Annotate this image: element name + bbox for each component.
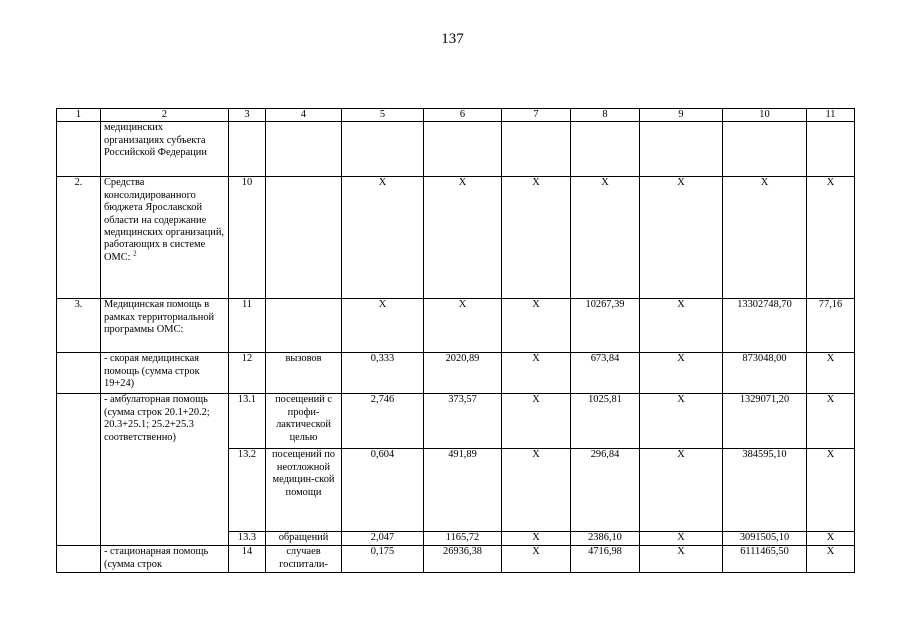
- cell-value: 3091505,10: [723, 532, 807, 546]
- row-label: Медицинская помощь в рамках территориальной программы ОМС:: [101, 299, 229, 353]
- table-row: [57, 299, 855, 353]
- header-cell: 5: [342, 109, 424, 122]
- cell-value: 4716,98: [571, 546, 640, 573]
- page-number: 137: [441, 31, 464, 47]
- cell-value: 0,604: [342, 449, 424, 532]
- cell-value: 873048,00: [723, 353, 807, 394]
- unit: обращений: [266, 532, 342, 546]
- line-code: 13.2: [229, 449, 266, 532]
- cell-value: Х: [424, 177, 502, 299]
- row-label: - стационарная помощь (сумма строк: [101, 546, 229, 573]
- cell-value: Х: [502, 177, 571, 299]
- table-row: [57, 394, 855, 449]
- unit: вызовов: [266, 353, 342, 394]
- cell-value: Х: [342, 299, 424, 353]
- header-cell: 9: [640, 109, 723, 122]
- header-cell: 2: [101, 109, 229, 122]
- line-code: 13.3: [229, 532, 266, 546]
- cell-value: 0,333: [342, 353, 424, 394]
- cell-value: Х: [640, 546, 723, 573]
- line-code: 11: [229, 299, 266, 353]
- table-row: [57, 177, 855, 299]
- line-code: 10: [229, 177, 266, 299]
- unit: [266, 177, 342, 299]
- cell-value: 2020,89: [424, 353, 502, 394]
- line-code: 12: [229, 353, 266, 394]
- header-cell: 7: [502, 109, 571, 122]
- cell-value: Х: [571, 177, 640, 299]
- column-number-row: [57, 109, 855, 122]
- cell-value: 77,16: [807, 299, 855, 353]
- cell-value: Х: [424, 299, 502, 353]
- unit: случаев госпитали-: [266, 546, 342, 573]
- cell-value: 2386,10: [571, 532, 640, 546]
- cell-value: 673,84: [571, 353, 640, 394]
- cell-value: Х: [807, 532, 855, 546]
- cell-value: Х: [807, 449, 855, 532]
- cell-value: Х: [640, 353, 723, 394]
- header-cell: 11: [807, 109, 855, 122]
- line-code: 13.1: [229, 394, 266, 449]
- cell-value: Х: [640, 449, 723, 532]
- cell-value: Х: [502, 532, 571, 546]
- table-row: [57, 122, 855, 177]
- table-row: [57, 546, 855, 573]
- row-label: - амбулаторная помощь (сумма строк 20.1+20.2; 20.3+25.1; 25.2+25.3 соответственно): [101, 394, 229, 546]
- cell-value: 1329071,20: [723, 394, 807, 449]
- line-code: 14: [229, 546, 266, 573]
- cell-value: 373,57: [424, 394, 502, 449]
- header-cell: 4: [266, 109, 342, 122]
- cell-value: 13302748,70: [723, 299, 807, 353]
- cell-value: Х: [807, 394, 855, 449]
- cell-value: Х: [807, 177, 855, 299]
- cell-value: Х: [342, 177, 424, 299]
- cell-value: 0,175: [342, 546, 424, 573]
- table-row: [57, 353, 855, 394]
- unit: посещений по неотложной медицин-ской помощи: [266, 449, 342, 532]
- header-cell: 6: [424, 109, 502, 122]
- unit: посещений с профи-лактической целью: [266, 394, 342, 449]
- cell-value: Х: [807, 353, 855, 394]
- cell-value: 2,746: [342, 394, 424, 449]
- cell-value: Х: [502, 353, 571, 394]
- unit: [266, 299, 342, 353]
- cell-value: Х: [502, 299, 571, 353]
- cell-value: Х: [807, 546, 855, 573]
- header-cell: 8: [571, 109, 640, 122]
- header-cell: 1: [57, 109, 101, 122]
- cell-value: 1165,72: [424, 532, 502, 546]
- row-label: Средства консолидированного бюджета Ярославской области на содержание медицинских организаций, работающих в системе ОМС: $^2$: [101, 177, 229, 299]
- cell-value: Х: [502, 394, 571, 449]
- header-cell: 3: [229, 109, 266, 122]
- cell-value: Х: [640, 532, 723, 546]
- cell-value: 26936,38: [424, 546, 502, 573]
- cell-value: Х: [640, 394, 723, 449]
- cell-value: Х: [502, 546, 571, 573]
- cell-value: Х: [640, 299, 723, 353]
- cell-value: Х: [723, 177, 807, 299]
- row-number: 2.: [57, 177, 101, 299]
- cell-value: 2,047: [342, 532, 424, 546]
- cell-value: Х: [640, 177, 723, 299]
- cell-value: 6111465,50: [723, 546, 807, 573]
- cell-value: Х: [502, 449, 571, 532]
- header-cell: 10: [723, 109, 807, 122]
- cell-value: 10267,39: [571, 299, 640, 353]
- cell-value: 1025,81: [571, 394, 640, 449]
- cell-value: 384595,10: [723, 449, 807, 532]
- cell-value: 296,84: [571, 449, 640, 532]
- data-table: [56, 108, 855, 573]
- row-label: - скорая медицинская помощь (сумма строк 19+24): [101, 353, 229, 394]
- cell-value: 491,89: [424, 449, 502, 532]
- row-number: 3.: [57, 299, 101, 353]
- row-label: медицинских организациях субъекта Российской Федерации: [101, 122, 229, 177]
- footnote-mark: 2: [133, 249, 137, 258]
